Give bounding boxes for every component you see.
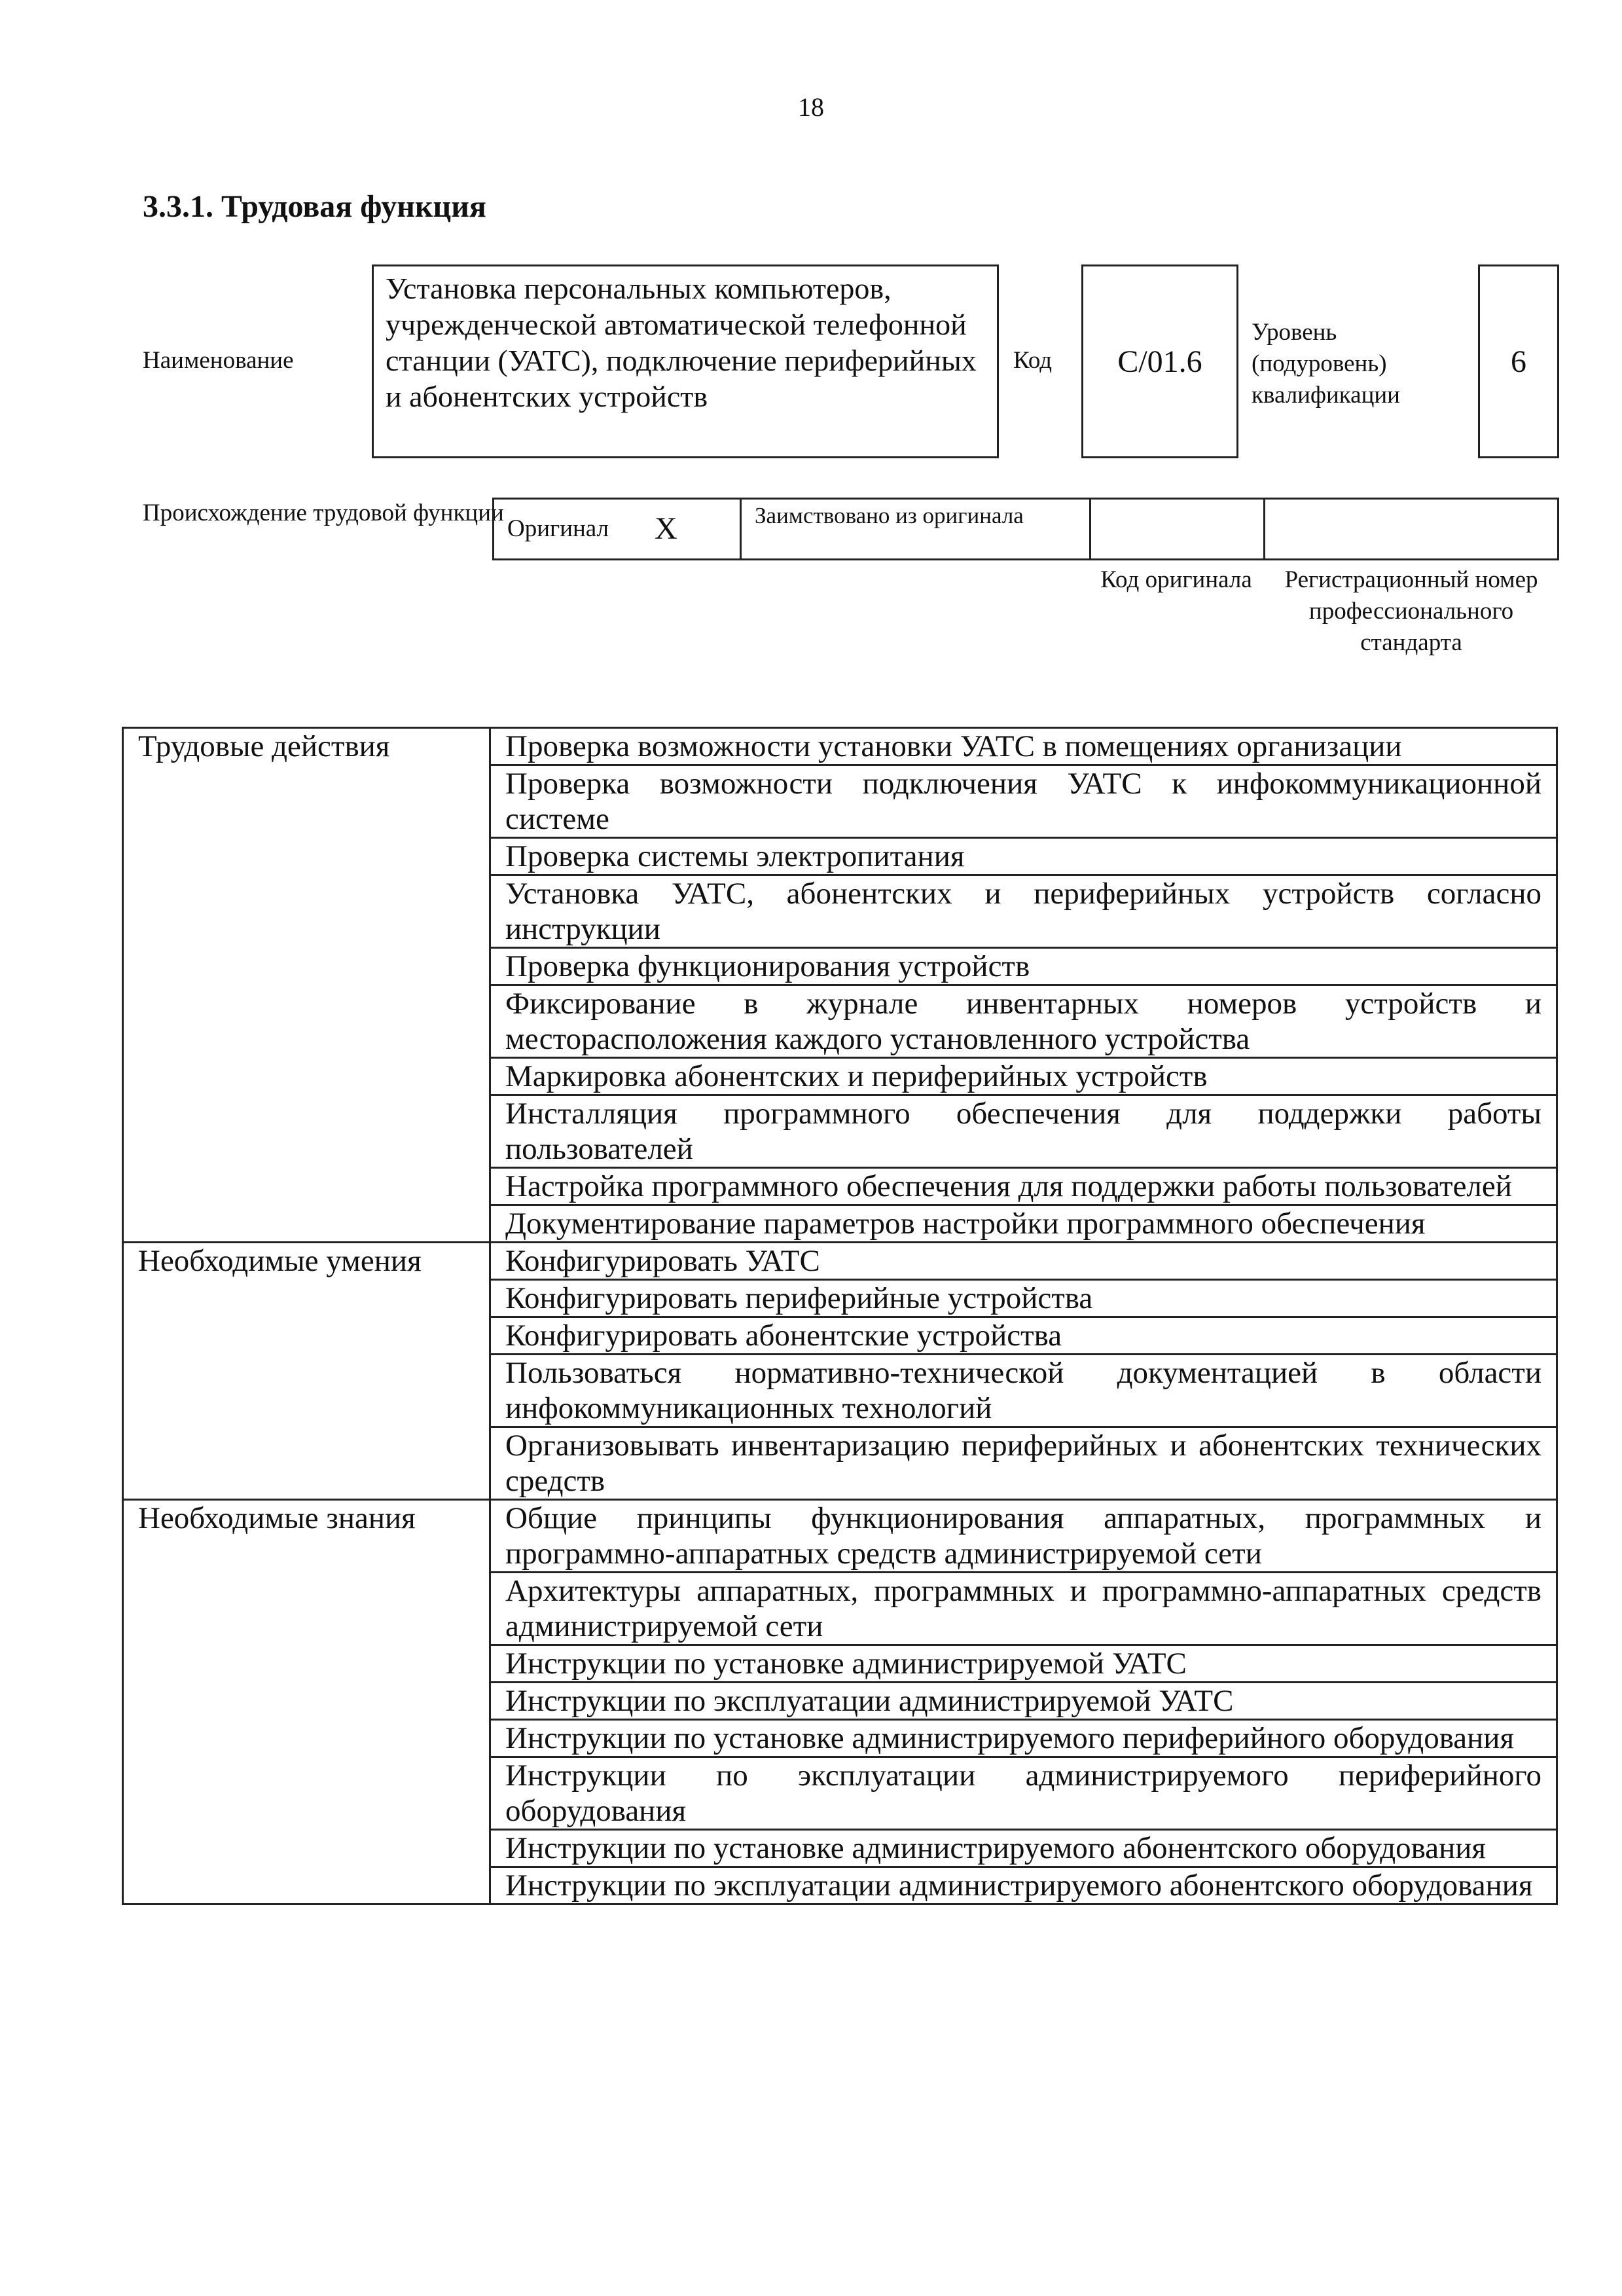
qualification-level-value: 6 bbox=[1478, 264, 1559, 458]
section-item: Настройка программного обеспечения для поддержки работы пользователей bbox=[490, 1168, 1557, 1205]
section-title: 3.3.1. Трудовая функция bbox=[143, 189, 486, 224]
section-category: Необходимые знания bbox=[123, 1500, 490, 1904]
table-row bbox=[123, 1500, 1557, 1573]
section-item: Маркировка абонентских и периферийных устройств bbox=[490, 1058, 1557, 1095]
origin-row bbox=[492, 498, 1559, 560]
section-item: Инструкции по установке администрируемого периферийного оборудования bbox=[490, 1720, 1557, 1757]
function-code-value: С/01.6 bbox=[1081, 264, 1238, 458]
section-item: Конфигурировать УАТС bbox=[490, 1243, 1557, 1280]
section-item: Архитектуры аппаратных, программных и программно-аппаратных средств администрируемой сети bbox=[490, 1573, 1557, 1645]
origin-original-cell bbox=[494, 500, 742, 558]
labor-function-table bbox=[122, 727, 1558, 1905]
reg-number-caption: Регистрационный номер профессионального стандарта bbox=[1284, 566, 1538, 656]
origin-code-cell bbox=[1091, 500, 1265, 558]
table-row bbox=[123, 728, 1557, 765]
section-item: Фиксирование в журнале инвентарных номеров устройств и месторасположения каждого установленного устройства bbox=[490, 985, 1557, 1058]
section-item: Инструкции по установке администрируемой УАТС bbox=[490, 1645, 1557, 1683]
section-item: Проверка системы электропитания bbox=[490, 838, 1557, 875]
section-item: Конфигурировать периферийные устройства bbox=[490, 1280, 1557, 1317]
section-item: Инструкции по эксплуатации администрируемого абонентского оборудования bbox=[490, 1867, 1557, 1904]
origin-original-mark: X bbox=[655, 511, 677, 546]
section-item: Инсталляция программного обеспечения для поддержки работы пользователей bbox=[490, 1095, 1557, 1168]
section-category: Трудовые действия bbox=[123, 728, 490, 1243]
origin-original-label: Оригинал bbox=[507, 515, 609, 542]
origin-label: Происхождение трудовой функции bbox=[143, 500, 504, 526]
section-item: Инструкции по установке администрируемого абонентского оборудования bbox=[490, 1830, 1557, 1867]
section-item: Проверка возможности установки УАТС в помещениях организации bbox=[490, 728, 1557, 765]
section-item: Проверка возможности подключения УАТС к инфокоммуникационной системе bbox=[490, 765, 1557, 838]
origin-reg-number-cell bbox=[1265, 500, 1557, 558]
name-label: Наименование bbox=[143, 347, 294, 374]
labor-function-table-body bbox=[123, 728, 1557, 1904]
section-item: Документирование параметров настройки программного обеспечения bbox=[490, 1205, 1557, 1243]
section-category: Необходимые умения bbox=[123, 1243, 490, 1500]
section-item: Пользоваться нормативно-технической документацией в области инфокоммуникационных технологий bbox=[490, 1355, 1557, 1427]
code-label: Код bbox=[1013, 347, 1053, 374]
qualification-level-label: Уровень (подуровень) квалификации bbox=[1252, 319, 1400, 409]
section-item: Установка УАТС, абонентских и периферийных устройств согласно инструкции bbox=[490, 875, 1557, 948]
section-item: Организовывать инвентаризацию периферийных и абонентских технических средств bbox=[490, 1427, 1557, 1500]
section-item: Общие принципы функционирования аппаратных, программных и программно-аппаратных средств администрируемой сети bbox=[490, 1500, 1557, 1573]
table-row bbox=[123, 1243, 1557, 1280]
page-number: 18 bbox=[798, 92, 824, 122]
original-code-caption: Код оригинала bbox=[1100, 566, 1252, 593]
section-item: Проверка функционирования устройств bbox=[490, 948, 1557, 985]
section-item: Инструкции по эксплуатации администрируемого периферийного оборудования bbox=[490, 1757, 1557, 1830]
origin-borrowed-label: Заимствовано из оригинала bbox=[742, 500, 1091, 558]
section-item: Конфигурировать абонентские устройства bbox=[490, 1317, 1557, 1355]
section-item: Инструкции по эксплуатации администрируемой УАТС bbox=[490, 1683, 1557, 1720]
function-name-value: Установка персональных компьютеров, учрежденческой автоматической телефонной станции (УАТС), подключение периферийных и абонентских устройств bbox=[372, 264, 999, 458]
